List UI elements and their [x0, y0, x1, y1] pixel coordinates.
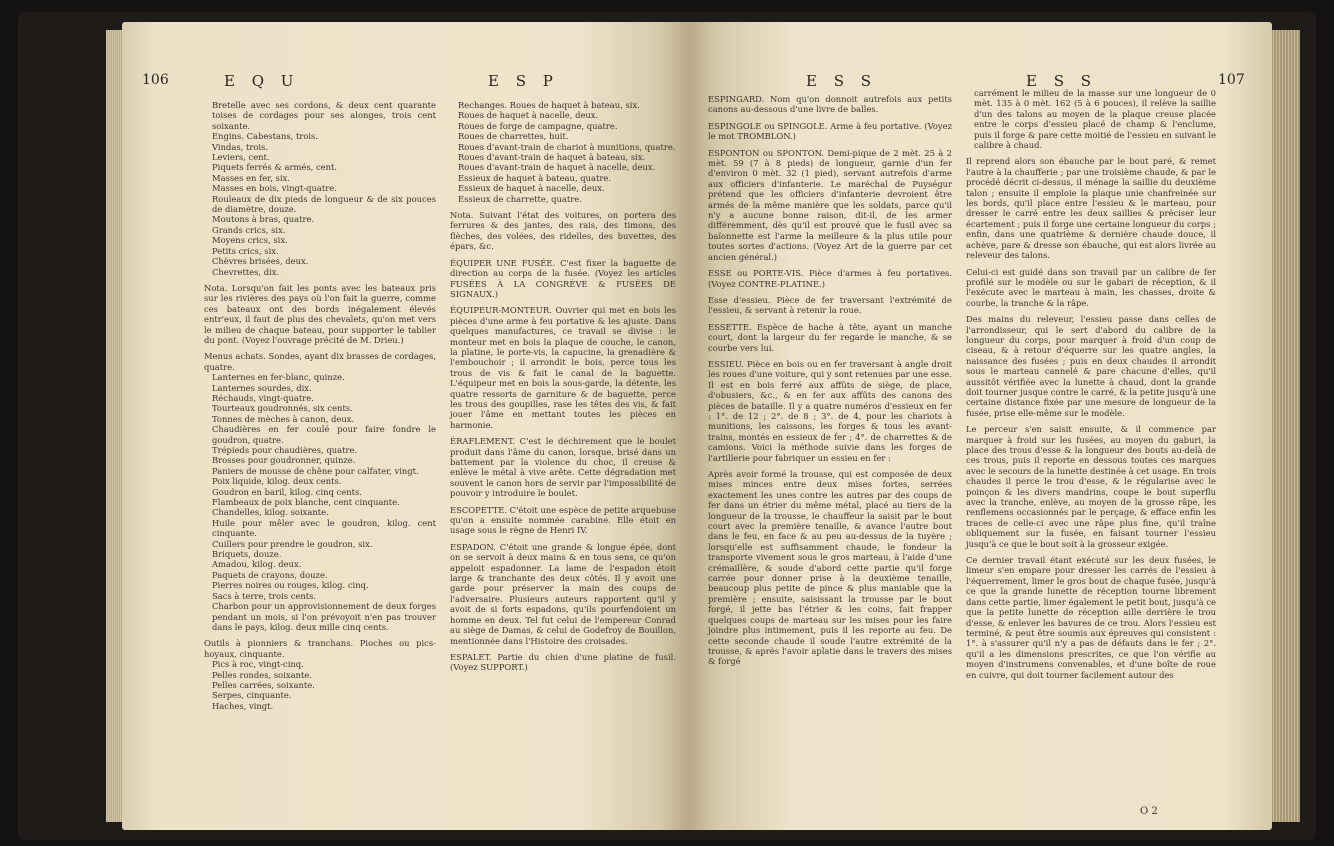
dictionary-entry: ESPINGOLE ou SPINGOLE. Arme à feu portative. (Voyez le mot TROMBLON.) [708, 120, 952, 142]
left-page-number: 106 [142, 72, 169, 88]
list-item: Rouleaux de dix pieds de longueur & de six pouces de diamètre, douze. [212, 193, 436, 215]
dictionary-entry: ESPINGARD. Nom qu'on donnoit autrefois aux petits canons au-dessous d'une livre de balles. [708, 94, 952, 115]
list-item: Roues d'avant-train de haquet à nacelle, deux. [458, 162, 656, 173]
list-item: Charbon pour un approvisionnement de deux forges pendant un mois, si l'on prévoyoit n'en pas trouver dans le pays, kilog. deux mille cinq cents. [212, 601, 436, 632]
list-item: Roues d'avant-train de haquet à bateau, six. [458, 152, 646, 163]
right-page-number: 107 [1218, 72, 1245, 88]
list-item: Pics à roc, vingt-cinq. [212, 659, 304, 670]
page-edges-right [1270, 30, 1300, 822]
right-page-column-1 [708, 88, 952, 667]
list-item: Moutons à bras, quatre. [212, 214, 315, 225]
dictionary-entry: ÉRAFLEMENT. C'est le déchirement que le boulet produit dans l'âme du canon, lorsque, brisé dans un battement par la violence du choc, il creuse & enlève le métal à vive arête. Cette dégradation met souvent le canon hors de servir par l'impossibilité de pouvoir y introduire le boulet. [450, 436, 676, 499]
dictionary-entry: ESSIEU. Pièce en bois ou en fer traversant à angle droit les roues d'une voiture, qui y sont retenues par une esse. Il est en bois ferré aux affûts de siège, de place, d'obusiers, &c., & en fer aux affûts des canons des pièces de bataille. Il y a quatre numéros d'essieux en fer : 1°. de 12 ; 2°. de 8 ; 3°. de 4, pour les chariots à munitions, les caissons, les forges & tous les avant-trains, montés en essieux de fer ; 4°. de charrettes & de camions. Voici la méthode suivie dans les forges de l'artillerie pour fabriquer un essieu en fer : [708, 358, 952, 463]
dictionary-entry: ESPADON. C'étoit une grande & longue épée, dont on se servoit à deux mains & en tous sens, ce qu'on appeloit espadonner. La lame de l'espadon étoit large & tranchante des deux côtés. Il y avoit une garde pour préserver la main des coups de l'adversaire. Plusieurs auteurs rapportent qu'il y avoit de si forts espadons, qu'ils pourfendoient un homme en deux. Tel fut celui de l'empereur Conrad au siège de Damas, & celui de Godefroy de Bouillon, mentionnée dans l'Histoire des croisades. [450, 541, 676, 646]
list-item: Essieux de haquet à nacelle, deux. [458, 183, 605, 194]
dictionary-entry: Après avoir formé la trousse, qui est composée de deux mises minces entre deux mises fortes, serrées exactement les unes contre les autres par des coups de fer dans un étrier du même métal, placé au tiers de la longueur de la trousse, le chauffeur la saisit par le bout court avec la première tenaille, & avance l'autre bout dans le feu, en face & au peu au-dessus de la tuyère ; lorsqu'elle est suffisamment chaude, le fondeur la transporte vivement sous le gros marteau, à l'aide d'une crémaillère, & soude d'abord cette partie qu'il forge carrée pour donner prise à la deuxième tenaille, beaucoup plus petite de pince & plus maniable que la première ; ensuite, saisissant la trousse par le bout forgé, il jette bas l'étrier & les coins, fait frapper quelques coups de marteau sur les mises pour les faire joindre plus intimement, puis il les reporte au feu. De cette seconde chaude il soude l'autre extrémité de la trousse, & après l'avoir aplatie dans le travers des mises & forgé [708, 469, 952, 667]
dictionary-entry: Il reprend alors son ébauche par le bout paré, & remet l'autre à la chaufferie ; par une troisième chaude, & par le procédé décrit ci-dessus, il ménage la saillie du deuxième talon ; ensuite il emploie la plaque unie chanfreinée sur les bords, qu'il place entre l'essieu & le marteau, pour dresser le carré entre les deux saillies & préciser leur écartement ; puis il forge une certaine longueur du corps ; enfin, dans une quatrième & dernière chaude douce, il achève, pare & dresse son ébauche, qui est alors livrée au releveur des talons. [966, 156, 1216, 261]
dictionary-entry: Ce dernier travail étant exécuté sur les deux fusées, le limeur s'en empare pour dresser les carrés de l'essieu à l'équerrement, limer le gros bout de chaque fusée, jusqu'à ce que la grande lunette de réception tourne librement dans cette partie, limer également le petit bout, jusqu'à ce que la petite lunette de réception aille derrière le trou d'esse, & enlever les bavures de ce trou. Alors l'essieu est terminé, & peut être soumis aux épreuves qui consistent : 1°. à s'assurer qu'il n'y a pas de défauts dans le fer ; 2°. qu'il a les dimensions prescrites, ce que l'on vérifie au moyen d'instrumens convenables, et d'une boîte de roue en cuivre, qui doit tourner facilement autour des [966, 555, 1216, 680]
right-page [688, 22, 1272, 830]
list-item: Chandelles, kilog. soixante. [212, 507, 329, 518]
left-head-first: E Q U [224, 72, 300, 90]
left-page-column-2 [450, 100, 676, 673]
list-item: Roues de charrettes, huit. [458, 131, 569, 142]
list-item: Paquets de crayons, douze. [212, 569, 328, 580]
list-item: Pelles rondes, soixante. [212, 669, 312, 680]
list-item: Trépieds pour chaudières, quatre. [212, 445, 358, 455]
list-item: Roues de haquet à nacelle, deux. [458, 110, 599, 121]
list-item: Essieux de charrette, quatre. [458, 193, 582, 204]
list-item: Huile pour mêler avec le goudron, kilog. cent cinquante. [212, 517, 436, 539]
dictionary-entry: Menus achats. Sondes, ayant dix brasses de cordages, quatre. [204, 351, 436, 372]
list-item: Masses en fer, six. [212, 172, 290, 183]
list-item: Lanternes sourdes, dix. [212, 382, 312, 393]
list-item: Tourteaux goudronnés, six cents. [212, 403, 353, 414]
dictionary-entry: ESSETTE. Espèce de hache à tête, ayant un manche court, dont la largeur du fer regarde le manche, & se courbe vers lui. [708, 321, 952, 353]
list-item: carrément le milieu de la masse sur une longueur de 0 mèt. 135 à 0 mèt. 162 (5 à 6 pouces), il relève la saillie d'un des talons au moyen de la plaque creuse placée entre le corps d'essieu placé de champ & l'enclume, puis il forge & pare cette moitié de l'essieu en suivant le calibre à chaud. [974, 88, 1216, 151]
left-page-column-1 [204, 100, 436, 711]
dictionary-entry: ESPONTON ou SPONTON. Demi-pique de 2 mèt. 25 à 2 mèt. 59 (7 à 8 pieds) de longueur, garnie d'un fer d'environ 0 mèt. 32 (1 pied), servant autrefois d'arme aux officiers d'infanterie. Le maréchal de Puységur prétend que les officiers d'infanterie devroient être armés de la même manière que les soldats, parce qu'il n'y a aucune bonne raison, dit-il, de les armer différemment, dès qu'il est prouvé que le fusil avec sa baïonnette est l'arme la meilleure & la plus utile pour toutes sortes d'actions. (Voyez Art de la guerre par cet ancien général.) [708, 147, 952, 262]
dictionary-entry: Esse d'essieu. Pièce de fer traversant l'extrémité de l'essieu, & servant à retenir la roue. [708, 294, 952, 316]
list-item: Poix liquide, kilog. deux cents. [212, 476, 342, 487]
list-item: Engins. Cabestans, trois. [212, 131, 319, 142]
dictionary-entry: ÉQUIPER UNE FUSÉE. C'est fixer la baguette de direction au corps de la fusée. (Voyez les articles FUSÉES À LA CONGRÈVE & FUSÉES DE SIGNAUX.) [450, 257, 676, 299]
list-item: Petits crics, six. [212, 245, 279, 256]
right-page-column-2 [966, 88, 1216, 680]
list-item: Réchauds, vingt-quatre. [212, 392, 314, 403]
left-page [122, 22, 688, 830]
list-item: Essieux de haquet à bateau, quatre. [458, 172, 612, 183]
list-item: Serpes, cinquante. [212, 690, 292, 701]
dictionary-entry: Outils à pionniers & tranchans. Pioches ou pics-hoyaux, cinquante. [204, 638, 436, 659]
list-item: Chaudières en fer coulé pour faire fondre le goudron, quatre. [212, 424, 436, 445]
dictionary-entry: ESPALET. Partie du chien d'une platine de fusil. (Voyez SUPPORT.) [450, 651, 676, 673]
list-item: Roues de forge de campagne, quatre. [458, 120, 618, 131]
dictionary-entry: Nota. Suivant l'état des voitures, on portera des ferrures & des jantes, des rais, des timons, des flèches, des volées, des ridelles, des buvettes, des épars, &c. [450, 210, 676, 252]
left-running-head [122, 72, 688, 98]
list-item: Briquets, douze. [212, 549, 282, 560]
list-item: Bretelle avec ses cordons, & deux cent quarante toises de cordages pour ses alonges, trois cent soixante. [212, 100, 436, 131]
list-item: Brosses pour goudronner, quinze. [212, 455, 356, 466]
list-item: Vindas, trois. [212, 141, 268, 152]
list-item: Leviers, cent. [212, 152, 270, 163]
list-item: Tonnes de mèches à canon, deux. [212, 413, 355, 424]
signature-mark: O 2 [1140, 806, 1158, 817]
list-item: Goudron en baril, kilog. cinq cents. [212, 486, 362, 497]
right-head-second: E S S [1026, 72, 1098, 90]
dictionary-entry: Le perceur s'en saisit ensuite, & il commence par marquer à froid sur les fusées, au moyen du gaburi, la place des trous d'esse & la longueur des bouts au-delà de ces trous, puis il reporte en dessous toutes ces marques avec le secours de la lunette destinée à cet usage. En trois chaudes il perce le trou d'esse, & le régularise avec le poinçon & les divers mandrins, coupe le bout superflu avec la tranche, enlève, au moyen de la grosse râpe, les renflemens occasionnés par le perçage, & efface enfin les traces de celle-ci avec une râpe plus fine, qu'il traîne obliquement sur la fusée, en faisant tourner l'essieu jusqu'à ce que le bout soit à la grosseur exigée. [966, 424, 1216, 549]
list-item: Pelles carrées, soixante. [212, 679, 315, 690]
list-item: Chevrettes, dix. [212, 266, 280, 277]
list-item: Flambeaux de poix blanche, cent cinquante. [212, 497, 400, 508]
list-item: Roues d'avant-train de chariot à munitions, quatre. [458, 141, 676, 152]
list-item: Amadou, kilog. deux. [212, 559, 302, 570]
list-item: Pierres noires ou rouges, kilog. cinq. [212, 580, 369, 591]
list-item: Chèvres brisées, deux. [212, 256, 309, 267]
list-item: Haches, vingt. [212, 700, 274, 711]
dictionary-entry: ÉQUIPEUR-MONTEUR. Ouvrier qui met en bois les pièces d'une arme à feu portative & les ajuste. Dans quelques manufactures, ce travail se divise : le monteur met en bois la plaque de couche, le canon, la platine, le porte-vis, la capucine, la grenadière & l'embouchoir ; il arrondit le bois, perce tous les trous de vis & fait le canal de la baguette. L'équipeur met en bois la sous-garde, la détente, les quatre ressorts de garniture & de baguette, perce les trous des goupilles, rase les têtes des vis, & fait jouer l'âme en mettant toutes les pièces en harmonie. [450, 305, 676, 430]
dictionary-entry: Nota. Lorsqu'on fait les ponts avec les bateaux pris sur les rivières des pays où l'on fait la guerre, comme ces bateaux ont des bords inégalement élevés entr'eux, il faut de plus des chevalets, qu'on met vers le milieu de chaque bateau, pour supporter le tablier du pont. (Voyez l'ouvrage précité de M. Drieu.) [204, 282, 436, 345]
dictionary-entry: Celui-ci est guidé dans son travail par un calibre de fer profilé sur le modèle ou sur le gabari de réception, & il l'exécute avec le marteau à main, les chasses, droite & courbe, la tranche & la râpe. [966, 266, 1216, 308]
list-item: Sacs à terre, trois cents. [212, 590, 317, 601]
dictionary-entry: Des mains du releveur, l'essieu passe dans celles de l'arrondisseur, qui le sert d'abord du calibre de la longueur du corps, pour marquer à froid d'un coup de ciseau, & à retour d'équerre sur les quatre angles, la naissance des fusées ; puis en deux chaudes il arrondit sous le marteau cannelé & pare chacune d'elles, qu'il aussitôt vérifiée avec la lunette à chaud, dont la grande doit tourner jusque contre le carré, & la petite jusqu'à une certaine distance fixée par une mesure de longueur de la fusée, prise elle-même sur le modèle. [966, 314, 1216, 418]
list-item: Cuillers pour prendre le goudron, six. [212, 538, 373, 549]
dictionary-entry: ESCOPETTE. C'étoit une espèce de petite arquebuse qu'on a ensuite nommée carabine. Elle étoit en usage sous le règne de Henri IV. [450, 504, 676, 536]
list-item: Masses en bois, vingt-quatre. [212, 183, 337, 194]
book-spread [18, 12, 1316, 840]
left-head-second: E S P [488, 72, 559, 90]
list-item: Piquets ferrés & armés, cent. [212, 162, 338, 173]
list-item: Paniers de mousse de chêne pour calfater, vingt. [212, 465, 419, 476]
list-item: Lanternes en fer-blanc, quinze. [212, 372, 345, 383]
list-item: Grands crics, six. [212, 224, 286, 235]
list-item: Rechanges. Roues de haquet à bateau, six. [458, 100, 640, 110]
right-head-first: E S S [806, 72, 878, 90]
list-item: Moyens crics, six. [212, 235, 288, 246]
dictionary-entry: ESSE ou PORTE-VIS. Pièce d'armes à feu portatives. (Voyez CONTRE-PLATINE.) [708, 268, 952, 289]
